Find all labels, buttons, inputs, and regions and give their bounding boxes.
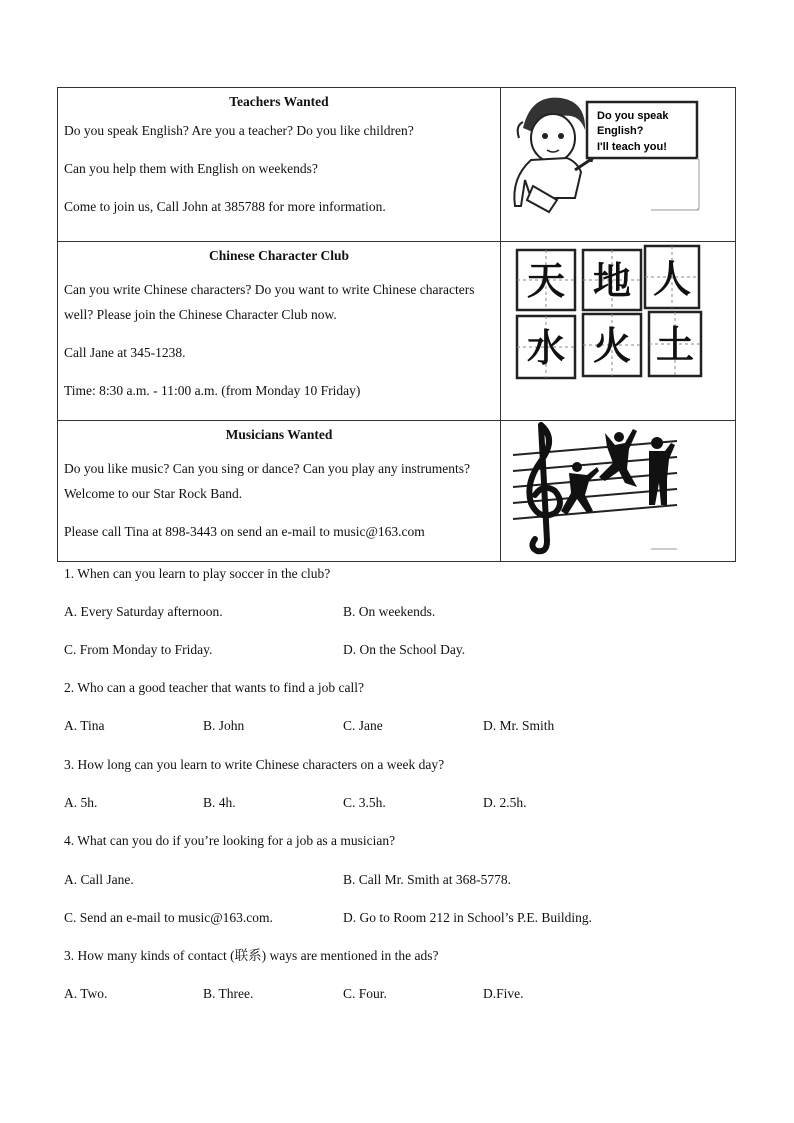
option-c: C. From Monday to Friday. (64, 642, 213, 657)
music-illustration (501, 421, 735, 559)
ad-text-cell (58, 242, 501, 421)
ad-title: Chinese Character Club (209, 248, 349, 263)
ad-line: Time: 8:30 a.m. - 11:00 a.m. (from Monday 10 Friday) (64, 383, 361, 398)
char-tian: 天 (526, 259, 566, 303)
char-di: 地 (592, 259, 632, 303)
ad-line: Can you write Chinese characters? Do you want to write Chinese characters well? Please join the Chinese Character Club now. (64, 282, 475, 322)
ad-title: Musicians Wanted (225, 427, 333, 442)
question-2: 2. Who can a good teacher that wants to find a job call? (64, 680, 365, 695)
sign-line-2: English? (597, 125, 644, 137)
option-c: C. Send an e-mail to music@163.com. (64, 910, 273, 925)
char-shui: 水 (526, 326, 566, 370)
option-b: B. On weekends. (343, 604, 436, 619)
ad-line: Do you like music? Can you sing or dance? Can you play any instruments? Welcome to our Star Rock Band. (64, 461, 471, 501)
option-d: D. Mr. Smith (483, 718, 555, 733)
option-c: C. Jane (343, 718, 383, 733)
question-4: 4. What can you do if you’re looking for a job as a musician? (64, 833, 396, 848)
question-1: 1. When can you learn to play soccer in the club? (64, 566, 331, 581)
option-d: D. On the School Day. (343, 642, 466, 657)
ad-image-cell (501, 242, 736, 421)
treble-clef-icon (529, 425, 560, 551)
char-tu: 土 (655, 323, 695, 367)
option-b: B. John (203, 718, 245, 733)
ad-row-teachers (58, 88, 736, 242)
ad-row-musicians (58, 421, 736, 562)
ad-line: Can you help them with English on weekends? (64, 161, 318, 176)
chinese-characters-illustration (501, 242, 735, 418)
ads-table (57, 87, 736, 562)
ad-title: Teachers Wanted (229, 94, 329, 109)
option-a: A. Two. (64, 986, 108, 1001)
ad-line: Please call Tina at 898-3443 on send an e-mail to music@163.com (64, 524, 425, 539)
ad-line: Come to join us, Call John at 385788 for more information. (64, 199, 386, 214)
question-5: 3. How many kinds of contact (联系) ways are mentioned in the ads? (64, 948, 439, 963)
option-a: A. Every Saturday afternoon. (64, 604, 223, 619)
option-a: A. 5h. (64, 795, 98, 810)
ad-line: Do you speak English? Are you a teacher? Do you like children? (64, 123, 414, 138)
option-c: C. Four. (343, 986, 387, 1001)
option-b: B. 4h. (203, 795, 236, 810)
dancers-icon (561, 429, 675, 515)
ad-text-cell (58, 421, 501, 562)
option-c: C. 3.5h. (343, 795, 386, 810)
sign-line-3: I'll teach you! (597, 141, 667, 153)
ad-image-cell (501, 421, 736, 562)
option-d: D.Five. (483, 986, 524, 1001)
question-3: 3. How long can you learn to write Chinese characters on a week day? (64, 757, 445, 772)
option-a: A. Call Jane. (64, 872, 134, 887)
option-b: B. Call Mr. Smith at 368-5778. (343, 872, 512, 887)
option-a: A. Tina (64, 718, 105, 733)
char-huo: 火 (592, 324, 632, 368)
option-b: B. Three. (203, 986, 254, 1001)
char-ren: 人 (652, 257, 692, 301)
ad-image-cell (501, 88, 736, 242)
option-d: D. Go to Room 212 in School’s P.E. Building. (343, 910, 593, 925)
teacher-illustration (501, 88, 735, 240)
ad-line: Call Jane at 345-1238. (64, 345, 186, 360)
option-d: D. 2.5h. (483, 795, 527, 810)
ad-text-cell (58, 88, 501, 242)
sign-line-1: Do you speak (597, 110, 669, 122)
ad-row-chinese-club (58, 242, 736, 421)
